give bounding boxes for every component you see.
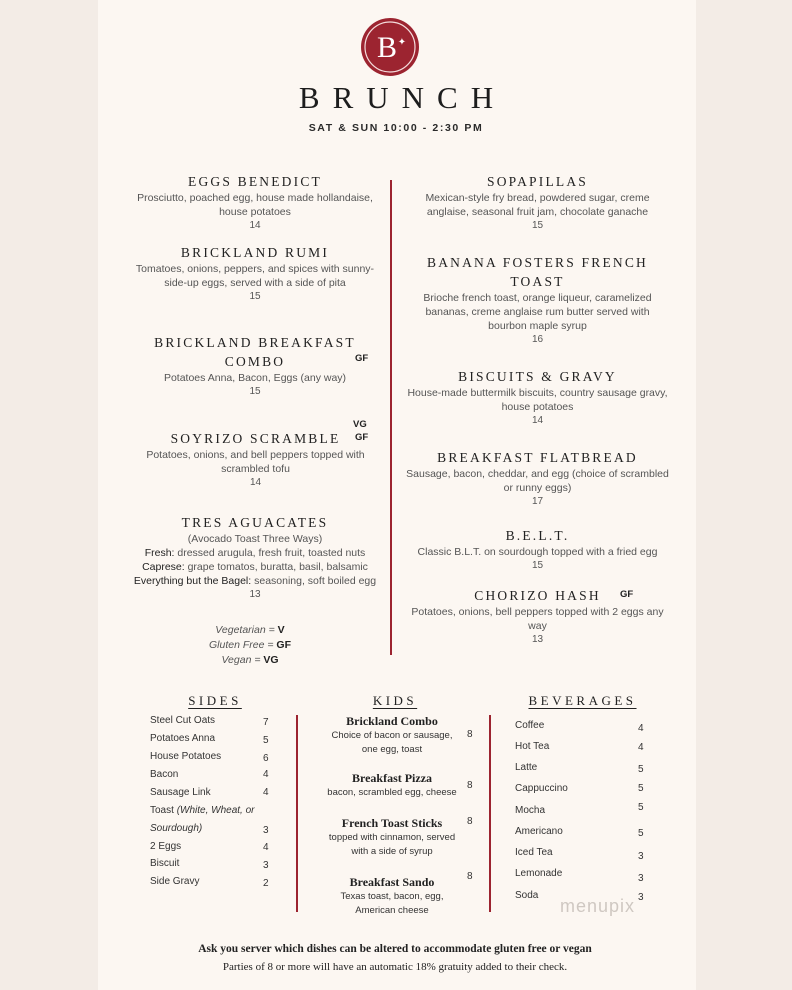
watermark: menupix <box>560 896 636 916</box>
kids-item: French Toast Sticks topped with cinnamon, served with a side of syrup <box>328 816 456 857</box>
beverage-price: 5 <box>638 783 644 794</box>
brickland-logo-icon <box>360 17 420 77</box>
beverage-price: 5 <box>638 828 644 839</box>
svg-text:✦: ✦ <box>397 37 407 48</box>
center-divider <box>390 180 392 655</box>
dish-name: TRES AGUACATES <box>181 515 329 530</box>
dish-desc: Brioche french toast, orange liqueur, caramelized bananas, creme anglaise rum butter served with bourbon maple syrup <box>423 292 652 332</box>
dish-price: 14 <box>531 415 544 426</box>
side-item: Toast (White, Wheat, or <box>150 805 255 816</box>
sides-heading: SIDES <box>188 693 242 708</box>
dish-price: 15 <box>249 386 261 397</box>
dish-name: BRICKLAND RUMI <box>180 245 330 260</box>
side-item: Biscuit <box>150 858 180 869</box>
kids-item: Breakfast Sando Texas toast, bacon, egg, American cheese <box>340 875 444 916</box>
menu-item-breakfast-flatbread <box>405 448 670 509</box>
dish-desc: Potatoes Anna, Bacon, Eggs (any way) <box>163 372 347 384</box>
side-price: 3 <box>263 860 269 871</box>
menu-item-soyrizo-scramble <box>128 429 383 490</box>
side-price: 5 <box>263 735 269 746</box>
legend-line: Vegetarian = V <box>215 624 285 636</box>
dish-desc: Tomatoes, onions, peppers, and spices with sunny-side-up eggs, served with a side of pita <box>135 263 375 289</box>
dish-name: B.E.L.T. <box>505 528 570 543</box>
beverage-item: Latte <box>515 762 538 773</box>
dish-price: 15 <box>531 560 544 571</box>
dish-subtitle: (Avocado Toast Three Ways) <box>187 533 323 545</box>
side-item: Potatoes Anna <box>150 733 216 744</box>
beverage-price: 4 <box>638 723 644 734</box>
dish-desc: House-made buttermilk biscuits, country sausage gravy, house potatoes <box>407 387 668 413</box>
beverage-item: Iced Tea <box>515 847 553 858</box>
gluten-free-tag: GF <box>355 353 369 364</box>
legend-line: Vegan = VG <box>221 654 279 666</box>
dish-name: BRICKLAND BREAKFAST COMBO <box>154 335 356 369</box>
side-item: Steel Cut Oats <box>150 715 216 726</box>
side-item: Side Gravy <box>150 876 200 887</box>
variant-line: Caprese: grape tomatos, buratta, basil, balsamic <box>142 561 368 573</box>
dish-desc: Mexican-style fry bread, powdered sugar, creme anglaise, seasonal fruit jam, chocolate ganache <box>425 192 650 218</box>
dish-desc: Classic B.L.T. on sourdough topped with a fried egg <box>417 546 658 558</box>
logo-letter: B <box>376 31 398 64</box>
dish-name: BANANA FOSTERS FRENCH TOAST <box>427 255 648 289</box>
hours: SAT & SUN 10:00 - 2:30 PM <box>308 122 484 134</box>
menu-item-biscuits-gravy <box>405 367 670 428</box>
dish-price: 14 <box>249 220 261 231</box>
dish-name: SOYRIZO SCRAMBLE <box>170 431 341 446</box>
dish-price: 13 <box>249 589 261 600</box>
menu-item-belt <box>400 526 675 573</box>
beverage-item: Coffee <box>515 720 545 731</box>
kids-price: 8 <box>467 780 473 791</box>
side-price: 2 <box>263 878 269 889</box>
variant-line: Fresh: dressed arugula, fresh fruit, toasted nuts <box>144 547 366 559</box>
dish-name: EGGS BENEDICT <box>188 174 322 189</box>
side-price: 6 <box>263 753 269 764</box>
kids-divider <box>489 715 491 912</box>
beverage-price: 3 <box>638 851 644 862</box>
beverage-price: 5 <box>638 802 644 813</box>
dish-name: BISCUITS & GRAVY <box>458 369 617 384</box>
variant-line: Everything but the Bagel: seasoning, soft boiled egg <box>133 575 377 587</box>
footer-note: Ask you server which dishes can be altered to accommodate gluten free or vegan <box>198 943 592 955</box>
dish-desc: Prosciutto, poached egg, house made hollandaise, house potatoes <box>137 192 373 218</box>
side-price: 4 <box>263 787 269 798</box>
kids-price: 8 <box>467 871 473 882</box>
dish-price: 16 <box>531 334 544 345</box>
kids-price: 8 <box>467 816 473 827</box>
dish-name: BREAKFAST FLATBREAD <box>437 450 638 465</box>
beverage-price: 3 <box>638 892 644 903</box>
dish-price: 15 <box>531 220 544 231</box>
side-price: 4 <box>263 842 269 853</box>
kids-heading: KIDS <box>372 693 418 708</box>
beverage-item: Cappuccino <box>515 783 568 794</box>
menu-item-tres-aguacates <box>120 513 390 602</box>
beverage-price: 4 <box>638 742 644 753</box>
kids-item: Brickland Combo Choice of bacon or sausage, one egg, toast <box>331 714 453 755</box>
side-price: 3 <box>263 825 269 836</box>
dish-desc: Potatoes, onions, bell peppers topped with 2 eggs any way <box>411 606 664 632</box>
menu-item-sopapillas <box>405 172 670 233</box>
beverage-item: Soda <box>515 890 539 901</box>
side-price: 4 <box>263 769 269 780</box>
dish-name: CHORIZO HASH <box>474 588 601 603</box>
beverage-price: 5 <box>638 764 644 775</box>
page-title: BRUNCH <box>298 80 507 115</box>
beverage-price: 3 <box>638 873 644 884</box>
legend <box>180 623 320 668</box>
side-price: 7 <box>263 717 269 728</box>
side-item: House Potatoes <box>150 751 222 762</box>
legend-line: Gluten Free = GF <box>208 639 291 651</box>
dish-name: SOPAPILLAS <box>486 174 589 189</box>
kids-item: Breakfast Pizza bacon, scrambled egg, cheese <box>327 771 457 798</box>
dish-price: 14 <box>249 477 262 488</box>
sides-divider <box>296 715 298 912</box>
dish-price: 15 <box>249 291 261 302</box>
beverage-item: Mocha <box>515 805 546 816</box>
dish-desc: Potatoes, onions, and bell peppers topped with scrambled tofu <box>146 449 365 475</box>
menu-item-breakfast-combo <box>140 333 370 399</box>
beverage-item: Americano <box>515 826 563 837</box>
gluten-free-tag: GF <box>355 432 369 443</box>
menu-item-banana-fosters <box>405 253 670 347</box>
vegan-tag: VG <box>353 419 367 430</box>
side-item: Sausage Link <box>150 787 211 798</box>
kids-price: 8 <box>467 729 473 740</box>
side-item: 2 Eggs <box>150 841 182 852</box>
dish-price: 13 <box>531 634 544 645</box>
side-item: Bacon <box>150 769 179 780</box>
menu-item-brickland-rumi <box>125 243 385 304</box>
beverage-item: Hot Tea <box>515 741 550 752</box>
dish-desc: Sausage, bacon, cheddar, and egg (choice of scrambled or runny eggs) <box>406 468 669 494</box>
gluten-free-tag: GF <box>620 589 634 600</box>
beverages-heading: BEVERAGES <box>528 693 637 708</box>
beverage-item: Lemonade <box>515 868 563 879</box>
footer-gratuity: Parties of 8 or more will have an automatic 18% gratuity added to their check. <box>222 961 568 973</box>
dish-price: 17 <box>531 496 544 507</box>
menu-item-eggs-benedict <box>125 172 385 233</box>
side-item-cont: Sourdough) <box>150 823 203 834</box>
